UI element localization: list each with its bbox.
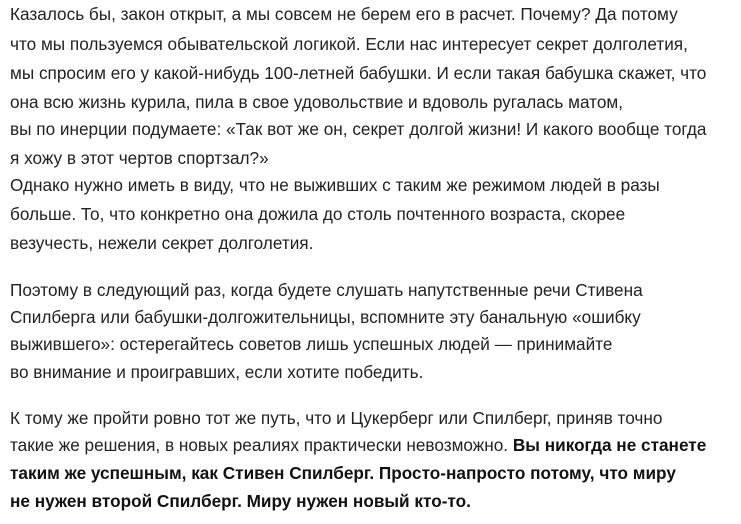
text-line: я хожу в этот чертов спортзал?» bbox=[10, 148, 269, 168]
text-line: Казалось бы, закон открыт, а мы совсем не берем его в расчет. Почему? Да потому bbox=[10, 4, 678, 24]
text-line bbox=[10, 434, 706, 456]
text-line: Однако нужно иметь в виду, что не выживших с таким же режимом людей в разы bbox=[10, 175, 660, 195]
text-line-bold: не нужен второй Спилберг. Миру нужен новый кто-то. bbox=[10, 491, 471, 511]
text-line: К тому же пройти ровно тот же путь, что и Цукерберг или Спилберг, приняв точно bbox=[10, 408, 663, 428]
text-line-bold: таким же успешным, как Стивен Спилберг. Просто-напросто потому, что миру bbox=[10, 463, 676, 483]
text-bold: Вы никогда не станете bbox=[512, 435, 707, 455]
text-line: во внимание и проигравших, если хотите победить. bbox=[10, 362, 424, 382]
text-line: вы по инерции подумаете: «Так вот же он, секрет долгой жизни! И какого вообще тогда bbox=[10, 119, 707, 139]
text-normal: такие же решения, в новых реалиях практически невозможно. bbox=[10, 435, 513, 455]
text-line: Спилберга или бабушки-долгожительницы, вспомните эту банальную «ошибку bbox=[10, 307, 641, 327]
text-line: больше. То, что конкретно она дожила до столь почтенного возраста, скорее bbox=[10, 204, 626, 224]
text-line: мы спросим его у какой-нибудь 100-летней бабушки. И если такая бабушка скажет, что bbox=[10, 63, 707, 83]
text-line: она всю жизнь курила, пила в свое удовольствие и вдоволь ругалась матом, bbox=[10, 92, 623, 112]
text-line: Поэтому в следующий раз, когда будете слушать напутственные речи Стивена bbox=[10, 280, 643, 300]
text-line: что мы пользуемся обывательской логикой. Если нас интересует секрет долголетия, bbox=[10, 34, 688, 54]
text-line: выжившего»: остерегайтесь советов лишь успешных людей — принимайте bbox=[10, 334, 613, 354]
text-line: везучесть, нежели секрет долголетия. bbox=[10, 233, 314, 253]
